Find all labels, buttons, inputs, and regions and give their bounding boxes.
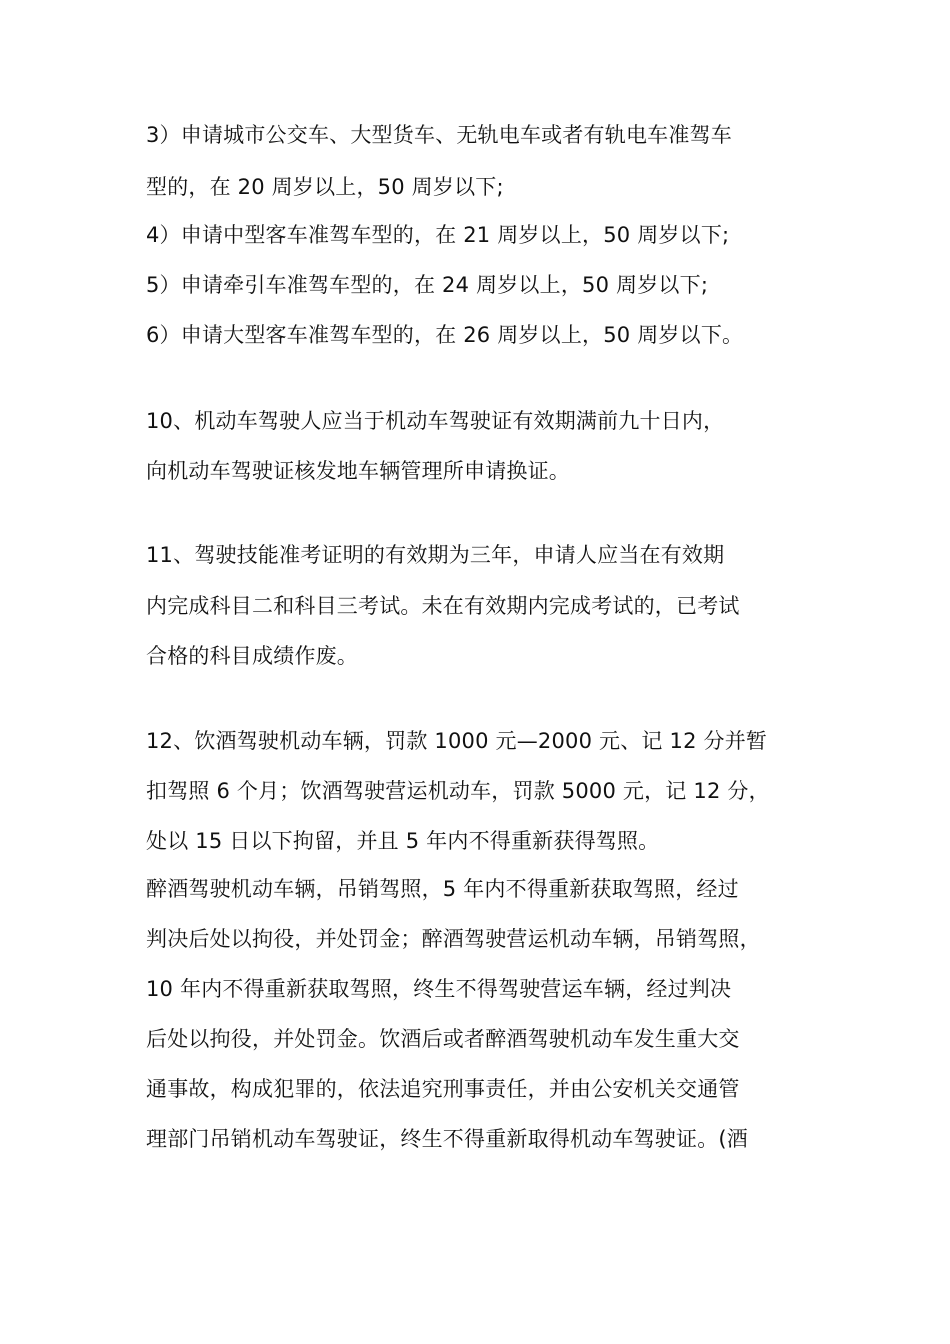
paragraph-line: 扣驾照 6 个月；饮酒驾驶营运机动车，罚款 5000 元，记 12 分， (146, 779, 770, 803)
paragraph-line: 10 年内不得重新获取驾照，终生不得驾驶营运车辆，经过判决 (146, 977, 732, 1001)
paragraph-line: 后处以拘役，并处罚金。饮酒后或者醉酒驾驶机动车发生重大交 (146, 1027, 740, 1051)
paragraph-line: 通事故，构成犯罪的，依法追究刑事责任，并由公安机关交通管 (146, 1077, 740, 1101)
paragraph-line: 4）申请中型客车准驾车型的，在 21 周岁以上，50 周岁以下; (146, 223, 730, 247)
paragraph-line: 醉酒驾驶机动车辆，吊销驾照，5 年内不得重新获取驾照，经过 (146, 877, 739, 901)
paragraph-line: 6）申请大型客车准驾车型的，在 26 周岁以上，50 周岁以下。 (146, 323, 744, 347)
paragraph-line: 10、机动车驾驶人应当于机动车驾驶证有效期满前九十日内， (146, 409, 725, 433)
paragraph-line: 判决后处以拘役，并处罚金；醉酒驾驶营运机动车辆，吊销驾照， (146, 927, 761, 951)
paragraph-line: 内完成科目二和科目三考试。未在有效期内完成考试的，已考试 (146, 594, 740, 618)
paragraph-line: 型的，在 20 周岁以上，50 周岁以下; (146, 175, 504, 199)
paragraph-line: 3）申请城市公交车、大型货车、无轨电车或者有轨电车准驾车 (146, 123, 732, 147)
paragraph-line: 11、驾驶技能准考证明的有效期为三年，申请人应当在有效期 (146, 543, 725, 567)
paragraph-line: 5）申请牵引车准驾车型的，在 24 周岁以上，50 周岁以下; (146, 273, 709, 297)
paragraph-line: 合格的科目成绩作废。 (146, 644, 358, 668)
paragraph-line: 12、饮酒驾驶机动车辆，罚款 1000 元—2000 元、记 12 分并暂 (146, 729, 768, 753)
paragraph-line: 理部门吊销机动车驾驶证，终生不得重新取得机动车驾驶证。(酒 (146, 1127, 748, 1151)
paragraph-line: 向机动车驾驶证核发地车辆管理所申请换证。 (146, 459, 570, 483)
paragraph-line: 处以 15 日以下拘留，并且 5 年内不得重新获得驾照。 (146, 829, 660, 853)
